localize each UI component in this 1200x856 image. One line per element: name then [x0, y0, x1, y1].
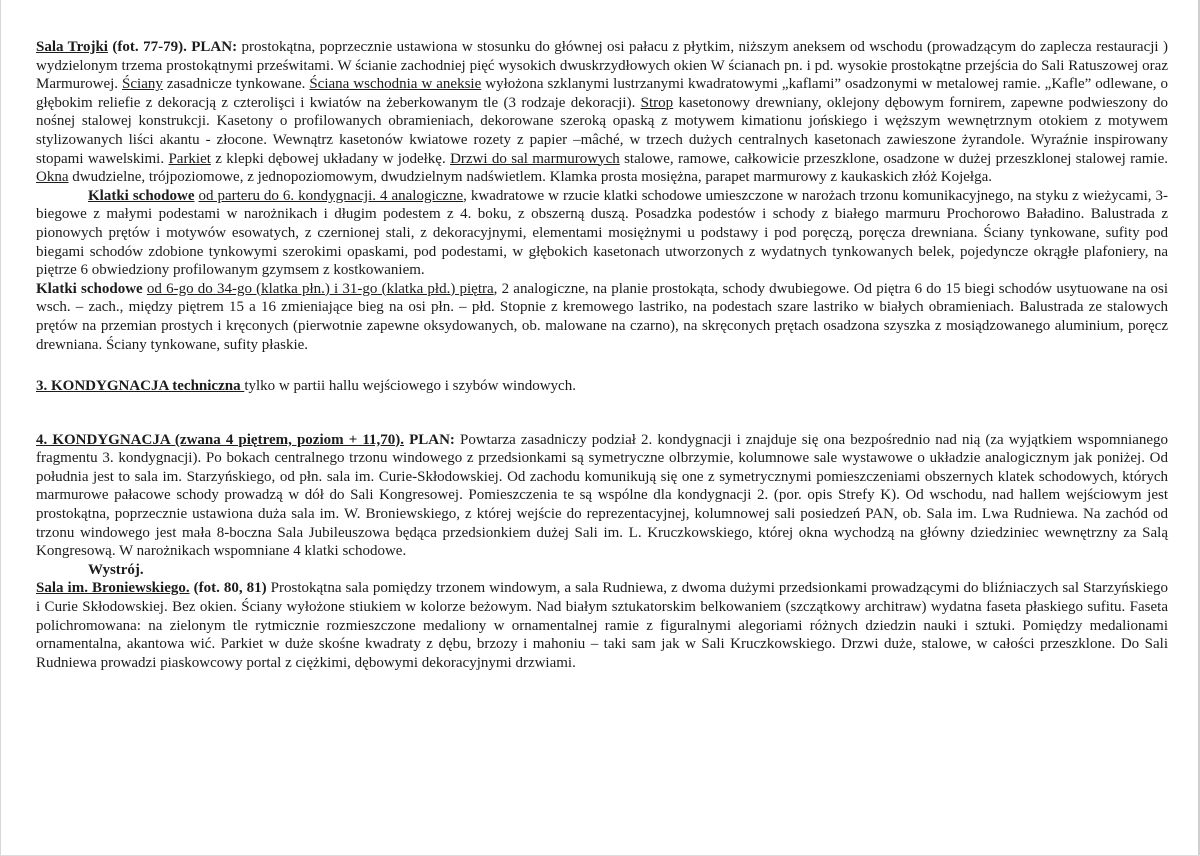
heading-kondygnacja-3: 3. KONDYGNACJA techniczna [36, 378, 245, 395]
indent [36, 562, 88, 578]
document-page [36, 38, 1168, 672]
term-range: od parteru do 6. kondygnacji. 4 analogiczne [198, 187, 464, 204]
term-drzwi: Drzwi do sal marmurowych [450, 150, 620, 167]
term-range: od 6-go do 34-go (klatka płn.) i 31-go (klatka płd.) piętra [146, 280, 494, 297]
label-plan: PLAN: [404, 431, 455, 448]
paragraph-sala-trojki [36, 38, 1168, 187]
paragraph-klatki-2 [36, 280, 1168, 354]
text: z klepki dębowej układany w jodełkę. [210, 150, 451, 167]
text: tylko w partii hallu wejściowego i szybów windowych. [244, 378, 576, 395]
text: Prostokątna sala pomiędzy trzonem windowym, a sala Rudniewa, z dwoma dużymi przedsionkami prowadzącymi do bliźniaczych sal Starzyńskiego i Curie Skłodowskiej. Bez okien. Ściany wyłożone stiukiem w kolorze beżowym. Nad białym sztukatorskim belkowaniem (szczątkowy architraw) wydatna faseta płaskiego sufitu. Faseta polichromowana: na zielonym tle rytmicznie rozmieszczone medaliony w ornamentalnej ramie z figuralnymi alegoriami różnych dziedzin nauki i sztuki. Pomiędzy medalionami ornamentalna, akantowa wić. Parkiet w duże skośne kwadraty z dębu, brzozy i mahoniu – taki sam jak w Sali Kruczkowskiego. Drzwi duże, stalowe, w całości przeszklone. Do Sali Rudniewa prowadzi piaskowcowy portal z ciężkimi, dębowymi dekoracyjnymi drzwiami. [36, 580, 1168, 671]
heading-sala-broniewskiego: Sala im. Broniewskiego. [36, 580, 190, 597]
scan-edge-left [0, 0, 1, 856]
term-sciany: Ściany [122, 76, 163, 93]
heading-wystroj: Wystrój. [88, 561, 144, 578]
paragraph-klatki-1 [36, 187, 1168, 280]
heading-klatki-schodowe: Klatki schodowe [36, 280, 143, 297]
text: wyłożona szklanymi lustrzanymi kwadratowymi „kaflami” osadzonymi w metalowej ramie. „Kafle” odlewane, o głębokim reliefie z dekoracją z czterolişci i kwiatów na żeberkowanym tle (3 rodzaje dekoracji). [36, 76, 1168, 111]
paragraph-kondygnacja-3 [36, 377, 1168, 396]
text: zasadnicze tynkowane. [162, 76, 310, 93]
paragraph-sala-broniewskiego [36, 579, 1168, 672]
term-okna: Okna [36, 169, 69, 186]
photo-ref: (fot. 80, 81) [189, 580, 267, 597]
heading-sala-trojki: Sala Trojki [36, 39, 108, 55]
term-parkiet: Parkiet [168, 150, 211, 167]
text: prostokątna, poprzecznie ustawiona w stosunku do głównej osi pałacu z płytkim, niższym aneksem od wschodu (prowadzącym do zaplecza restauracji ) wydzielonym trzema prostokątnymi prześwitami. W ścianie zachodniej pięć wysokich dwuskrzydłowych okien W ścianach pn. i pd. wysokie prostokątne przejścia do Sali Ratuszowej oraz Marmurowej. [36, 39, 1168, 93]
paragraph-wystroj [36, 561, 1168, 580]
heading-klatki-schodowe: Klatki schodowe [88, 187, 195, 204]
paragraph-kondygnacja-4 [36, 431, 1168, 561]
term-strop: Strop [640, 94, 674, 111]
spacer [36, 396, 1168, 431]
text: , kwadratowe w rzucie klatki schodowe umieszczone w narożach trzonu komunikacyjnego, na styku z wieżycami, 3-biegowe z małymi podestami w narożnikach i długim podestem z 4. boku, z obszerną duszą. Posadzka podestów i schody z białego marmuru Prochorowo Baładino. Balustrada z pionowych prętów i motywów esowatych, z czernionej stali, z dekoracyjnymi, elementami mosiężnymi u podstawy i pod poręczą, poręcza drewniana. Ściany tynkowane, sufity pod biegami schodów zdobione tynkowymi szerokimi opaskami, pod podestami, w głębokich kasetonach utworzonych z wydatnych tynkowanych belek, pojedyncze okrągłe plafoniery, na piętrze 6 obwiedziony profilowanym gzymsem z kostkowaniem. [36, 187, 1169, 279]
text: , 2 analogiczne, na planie prostokąta, schody dwubiegowe. Od piętra 6 do 15 biegi schodów usytuowane na osi wsch. – zach., między piętrem 15 a 16 zmieniające bieg na osi płn. – płd. Stopnie z kremowego lastriko, na podestach szare lastriko w białych obramieniach. Balustrada ze stalowych prętów na przemian prostych i kręconych (pierwotnie zapewne oksydowanych, ob. malowane na czarno), na skręconych prętach osadzona szyszka z mosiądzowanego aluminium, poręcz drewniana. Ściany tynkowane, sufity płaskie. [36, 280, 1169, 353]
heading-kondygnacja-4: 4. KONDYGNACJA (zwana 4 piętrem, poziom + 11,70). [36, 431, 404, 448]
spacer [36, 354, 1168, 377]
text: dwudzielne, trójpoziomowe, z jednopoziomowym, dwudzielnym nadświetlem. Klamka prosta mosiężna, parapet marmurowy z kaukaskich złóż Kojełga. [68, 169, 992, 186]
indent [36, 188, 88, 204]
text: kasetonowy drewniany, oklejony dębowym fornirem, zapewne podwieszony do nośnej stalowej konstrukcji. Kasetony o profilowanych obramieniach, dekorowane szeroką opaską z motywem kimationu jońskiego i węższym wewnętrznym otokiem z motywem stylizowanych liści akantu - złocone. Wewnątrz kasetonów kwiatowe rozety z papier –mâché, w trzech dużych centralnych kasetonach zawieszone żyrandole. Wyraźnie inspirowany stopami wawelskimi. [36, 94, 1169, 167]
text: Powtarza zasadniczy podział 2. kondygnacji i znajduje się ona bezpośrednio nad nią (za wyjątkiem wspomnianego fragmentu 3. kondygnacji). Po bokach centralnego trzonu windowego z przedsionkami są symetryczne olbrzymie, kolumnowe sale wystawowe o układzie analogicznym jak poniżej. Od południa jest to sala im. Starzyńskiego, od płn. sala im. Curie-Skłodowskiej. Od zachodu komunikują się one z symetrycznymi pomieszczeniami obszernych klatek schodowych, których marmurowe pałacowe schody prowadzą w dół do Sali Kongresowej. Pomieszczenia te są wspólne dla kondygnacji 2. (por. opis Strefy K). Od wschodu, nad hallem wejściowym jest prostokątna, poprzecznie ustawiona duża sala im. W. Broniewskiego, z której wejście do reprezentacyjnej, kolumnowej sali posiedzeń PAN, ob. Sala im. Lwa Rudniewa. Na zachód od trzonu windowego jest mała 8-boczna Sala Jubileuszowa będąca przedsionkiem dużej Sali im. L. Kruczkowskiego, której okna wychodzą na główny dziedziniec wewnętrzny za Salą Kongresową. W narożnikach wspomniane 4 klatki schodowe. [36, 431, 1169, 560]
photo-ref-plan: (fot. 77-79). PLAN: [107, 39, 238, 55]
text: stalowe, ramowe, całkowicie przeszklone, osadzone w dużej przeszklonej stalowej ramie. [619, 150, 1168, 167]
term-sciana-wschodnia: Ściana wschodnia w aneksie [309, 76, 482, 93]
